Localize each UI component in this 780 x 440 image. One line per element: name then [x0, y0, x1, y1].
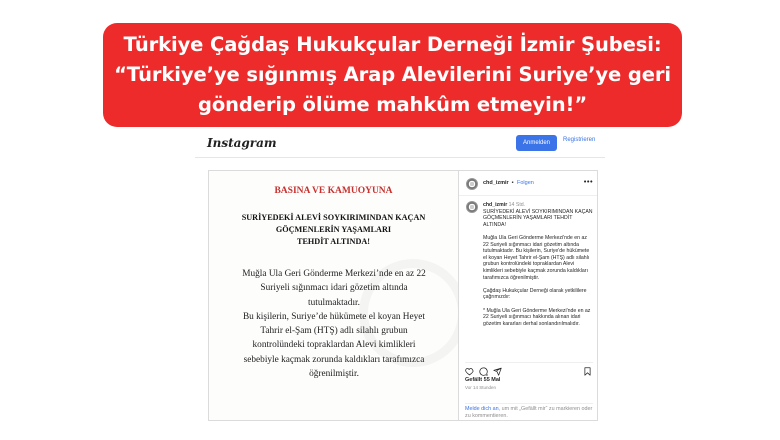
headline-banner	[103, 23, 682, 127]
avatar[interactable]	[466, 178, 478, 190]
caption-avatar[interactable]	[466, 201, 478, 213]
instagram-header	[195, 131, 605, 157]
post-image[interactable]	[208, 170, 459, 421]
headline-line-2: “Türkiye’ye sığınmış Arap Alevilerini Suriye’ye geri	[114, 63, 671, 86]
image-body-line: Tahrir el-Şam (HTŞ) adlı silahlı grubun	[260, 326, 408, 337]
post-age: Vor 14 Stunden	[465, 385, 497, 390]
header-divider	[195, 157, 605, 158]
caption-paragraph: * Muğla Ula Geri Gönderme Merkezi'nde en az 22 Suriyeli sığınmacı hakkında alınan idari gözetim kararları derhal sonlandırılmalıdır.	[483, 307, 591, 327]
post-side-panel	[459, 170, 598, 421]
login-button[interactable]: Anmelden	[516, 135, 557, 151]
headline-line-1: Türkiye Çağdaş Hukukçular Derneği İzmir Şubesi:	[123, 33, 662, 56]
caption-paragraph: Muğla Ula Geri Gönderme Merkezi'nde en az 22 Suriyeli sığınmacı idari gözetim altında tutulmaktadır. Bu kişilerin, Suriye'de hükümete el koyan Heyet Tahrir el-Şam (HTŞ) adlı silahlı grubun kontrolündeki topraklardan Alevi kimlikleri sebebiyle kaçmak zorunda kaldıkları tarafımızca öğrenilmiştir.	[483, 234, 590, 281]
image-title-line: GÖÇMENLERİN YAŞAMLARI	[275, 225, 392, 234]
image-body-line: tutulmaktadır.	[308, 297, 360, 308]
image-body-line: öğrenilmiştir.	[309, 369, 359, 380]
caption-title: SURİYEDEKİ ALEVİ SOYKIRIMINDAN KAÇAN GÖÇMENLERİN YAŞAMLARI TEHDİT ALTINDA!	[483, 208, 593, 228]
image-title-line: SURİYEDEKİ ALEVİ SOYKIRIMINDAN KAÇAN	[241, 213, 426, 222]
like-count[interactable]: Gefällt 55 Mal	[465, 377, 501, 383]
headline-line-3: gönderip ölüme mahkûm etmeyin!”	[197, 93, 588, 116]
image-body-line: Bu kişilerin, Suriye’de hükümete el koyan Heyet	[242, 311, 426, 322]
image-heading: BASINA VE KAMUOYUNA	[274, 186, 393, 196]
bookmark-icon[interactable]	[583, 367, 592, 379]
login-prompt-link[interactable]: Melde dich an	[465, 406, 499, 412]
post-caption	[483, 202, 593, 357]
image-body	[215, 267, 453, 381]
more-options-icon[interactable]: •••	[583, 178, 593, 186]
register-link[interactable]: Registrieren	[563, 137, 596, 143]
follow-button[interactable]: Folgen	[517, 180, 534, 186]
post-author-bar	[459, 171, 598, 196]
image-body-line: kontrolündeki topraklardan Alevi kimlikleri	[252, 340, 416, 351]
image-title	[209, 212, 458, 248]
caption-time: 14 Std.	[508, 202, 526, 208]
caption-paragraph: Çağdaş Hukukçular Derneği olarak yetkililere çağrımızdır:	[483, 287, 587, 301]
image-title-line: TEHDİT ALTINDA!	[296, 237, 371, 246]
account-name[interactable]: chd_izmir	[483, 180, 509, 186]
caption-username[interactable]: chd_izmir	[483, 202, 508, 208]
instagram-logo[interactable]: Instagram	[207, 136, 277, 150]
image-body-line: Suriyeli sığınmacı idari gözetim altında	[260, 283, 408, 294]
separator-dot: •	[511, 180, 515, 186]
login-prompt	[465, 403, 593, 420]
login-prompt-text: , um mit „Gefällt mir“ zu markieren oder zu kommentieren.	[465, 406, 593, 419]
post-actions	[465, 362, 593, 374]
image-body-line: Muğla Ula Geri Gönderme Merkezi’nde en az 22	[242, 269, 426, 279]
image-body-line: sebebiyle kaçmak zorunda kaldıkları tarafımızca	[243, 354, 425, 365]
